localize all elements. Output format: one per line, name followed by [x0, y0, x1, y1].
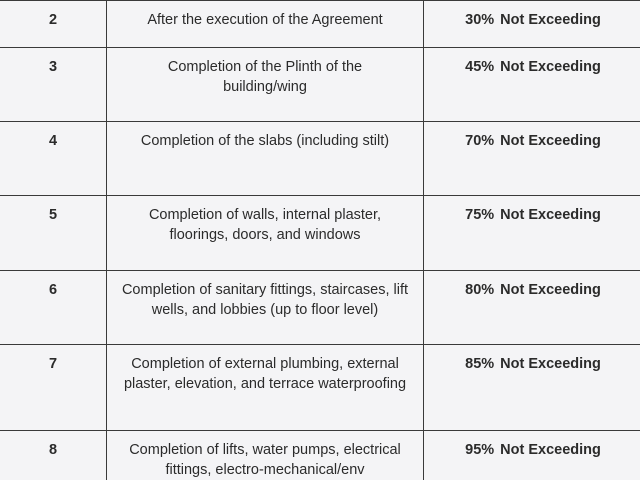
row-description: Completion of walls, internal plaster, floorings, doors, and windows — [148, 207, 382, 243]
row-description: Completion of the Plinth of the building/wing — [167, 59, 363, 95]
table-row — [0, 431, 640, 480]
row-limit: Not Exceeding — [500, 356, 601, 372]
row-number: 3 — [48, 59, 58, 75]
table-cell-description — [107, 1, 424, 48]
table-row — [0, 271, 640, 345]
row-percent: 30% — [465, 12, 495, 28]
row-description: Completion of sanitary fittings, staircases, lift wells, and lobbies (up to floor level) — [121, 282, 409, 318]
table-row — [0, 345, 640, 431]
row-number: 8 — [48, 442, 58, 458]
table-cell-description — [107, 431, 424, 480]
row-limit: Not Exceeding — [500, 12, 601, 28]
table-cell-description — [107, 345, 424, 431]
table-cell-no — [0, 431, 107, 480]
row-limit: Not Exceeding — [500, 282, 601, 298]
row-percent: 45% — [465, 59, 495, 75]
row-limit: Not Exceeding — [500, 59, 601, 75]
row-number: 2 — [48, 12, 58, 28]
row-description: After the execution of the Agreement — [147, 12, 383, 28]
row-description: Completion of lifts, water pumps, electrical fittings, electro-mechanical/env — [129, 442, 401, 478]
table-cell-no — [0, 48, 107, 122]
table-cell-no — [0, 122, 107, 196]
table-row — [0, 48, 640, 122]
row-number: 6 — [48, 282, 58, 298]
table-cell-no — [0, 196, 107, 271]
row-percent: 80% — [465, 282, 495, 298]
table-cell-percent — [424, 48, 640, 122]
table-cell-no — [0, 1, 107, 48]
table-cell-description — [107, 48, 424, 122]
table-cell-percent — [424, 1, 640, 48]
table-cell-description — [107, 196, 424, 271]
row-description: Completion of the slabs (including stilt) — [140, 133, 390, 149]
row-number: 7 — [48, 356, 58, 372]
table-cell-percent — [424, 345, 640, 431]
table-row — [0, 196, 640, 271]
row-percent: 85% — [465, 356, 495, 372]
row-percent: 95% — [465, 442, 495, 458]
row-limit: Not Exceeding — [500, 207, 601, 223]
row-limit: Not Exceeding — [500, 442, 601, 458]
table-row — [0, 1, 640, 48]
table-cell-no — [0, 271, 107, 345]
table-cell-percent — [424, 271, 640, 345]
table-cell-description — [107, 271, 424, 345]
row-percent: 75% — [465, 207, 495, 223]
table-row — [0, 122, 640, 196]
table-cell-percent — [424, 122, 640, 196]
row-percent: 70% — [465, 133, 495, 149]
row-number: 4 — [48, 133, 58, 149]
table-cell-description — [107, 122, 424, 196]
row-description: Completion of external plumbing, external plaster, elevation, and terrace waterproofing — [123, 356, 407, 392]
row-number: 5 — [48, 207, 58, 223]
table-cell-percent — [424, 196, 640, 271]
table-cell-no — [0, 345, 107, 431]
table-cell-percent — [424, 431, 640, 480]
row-limit: Not Exceeding — [500, 133, 601, 149]
